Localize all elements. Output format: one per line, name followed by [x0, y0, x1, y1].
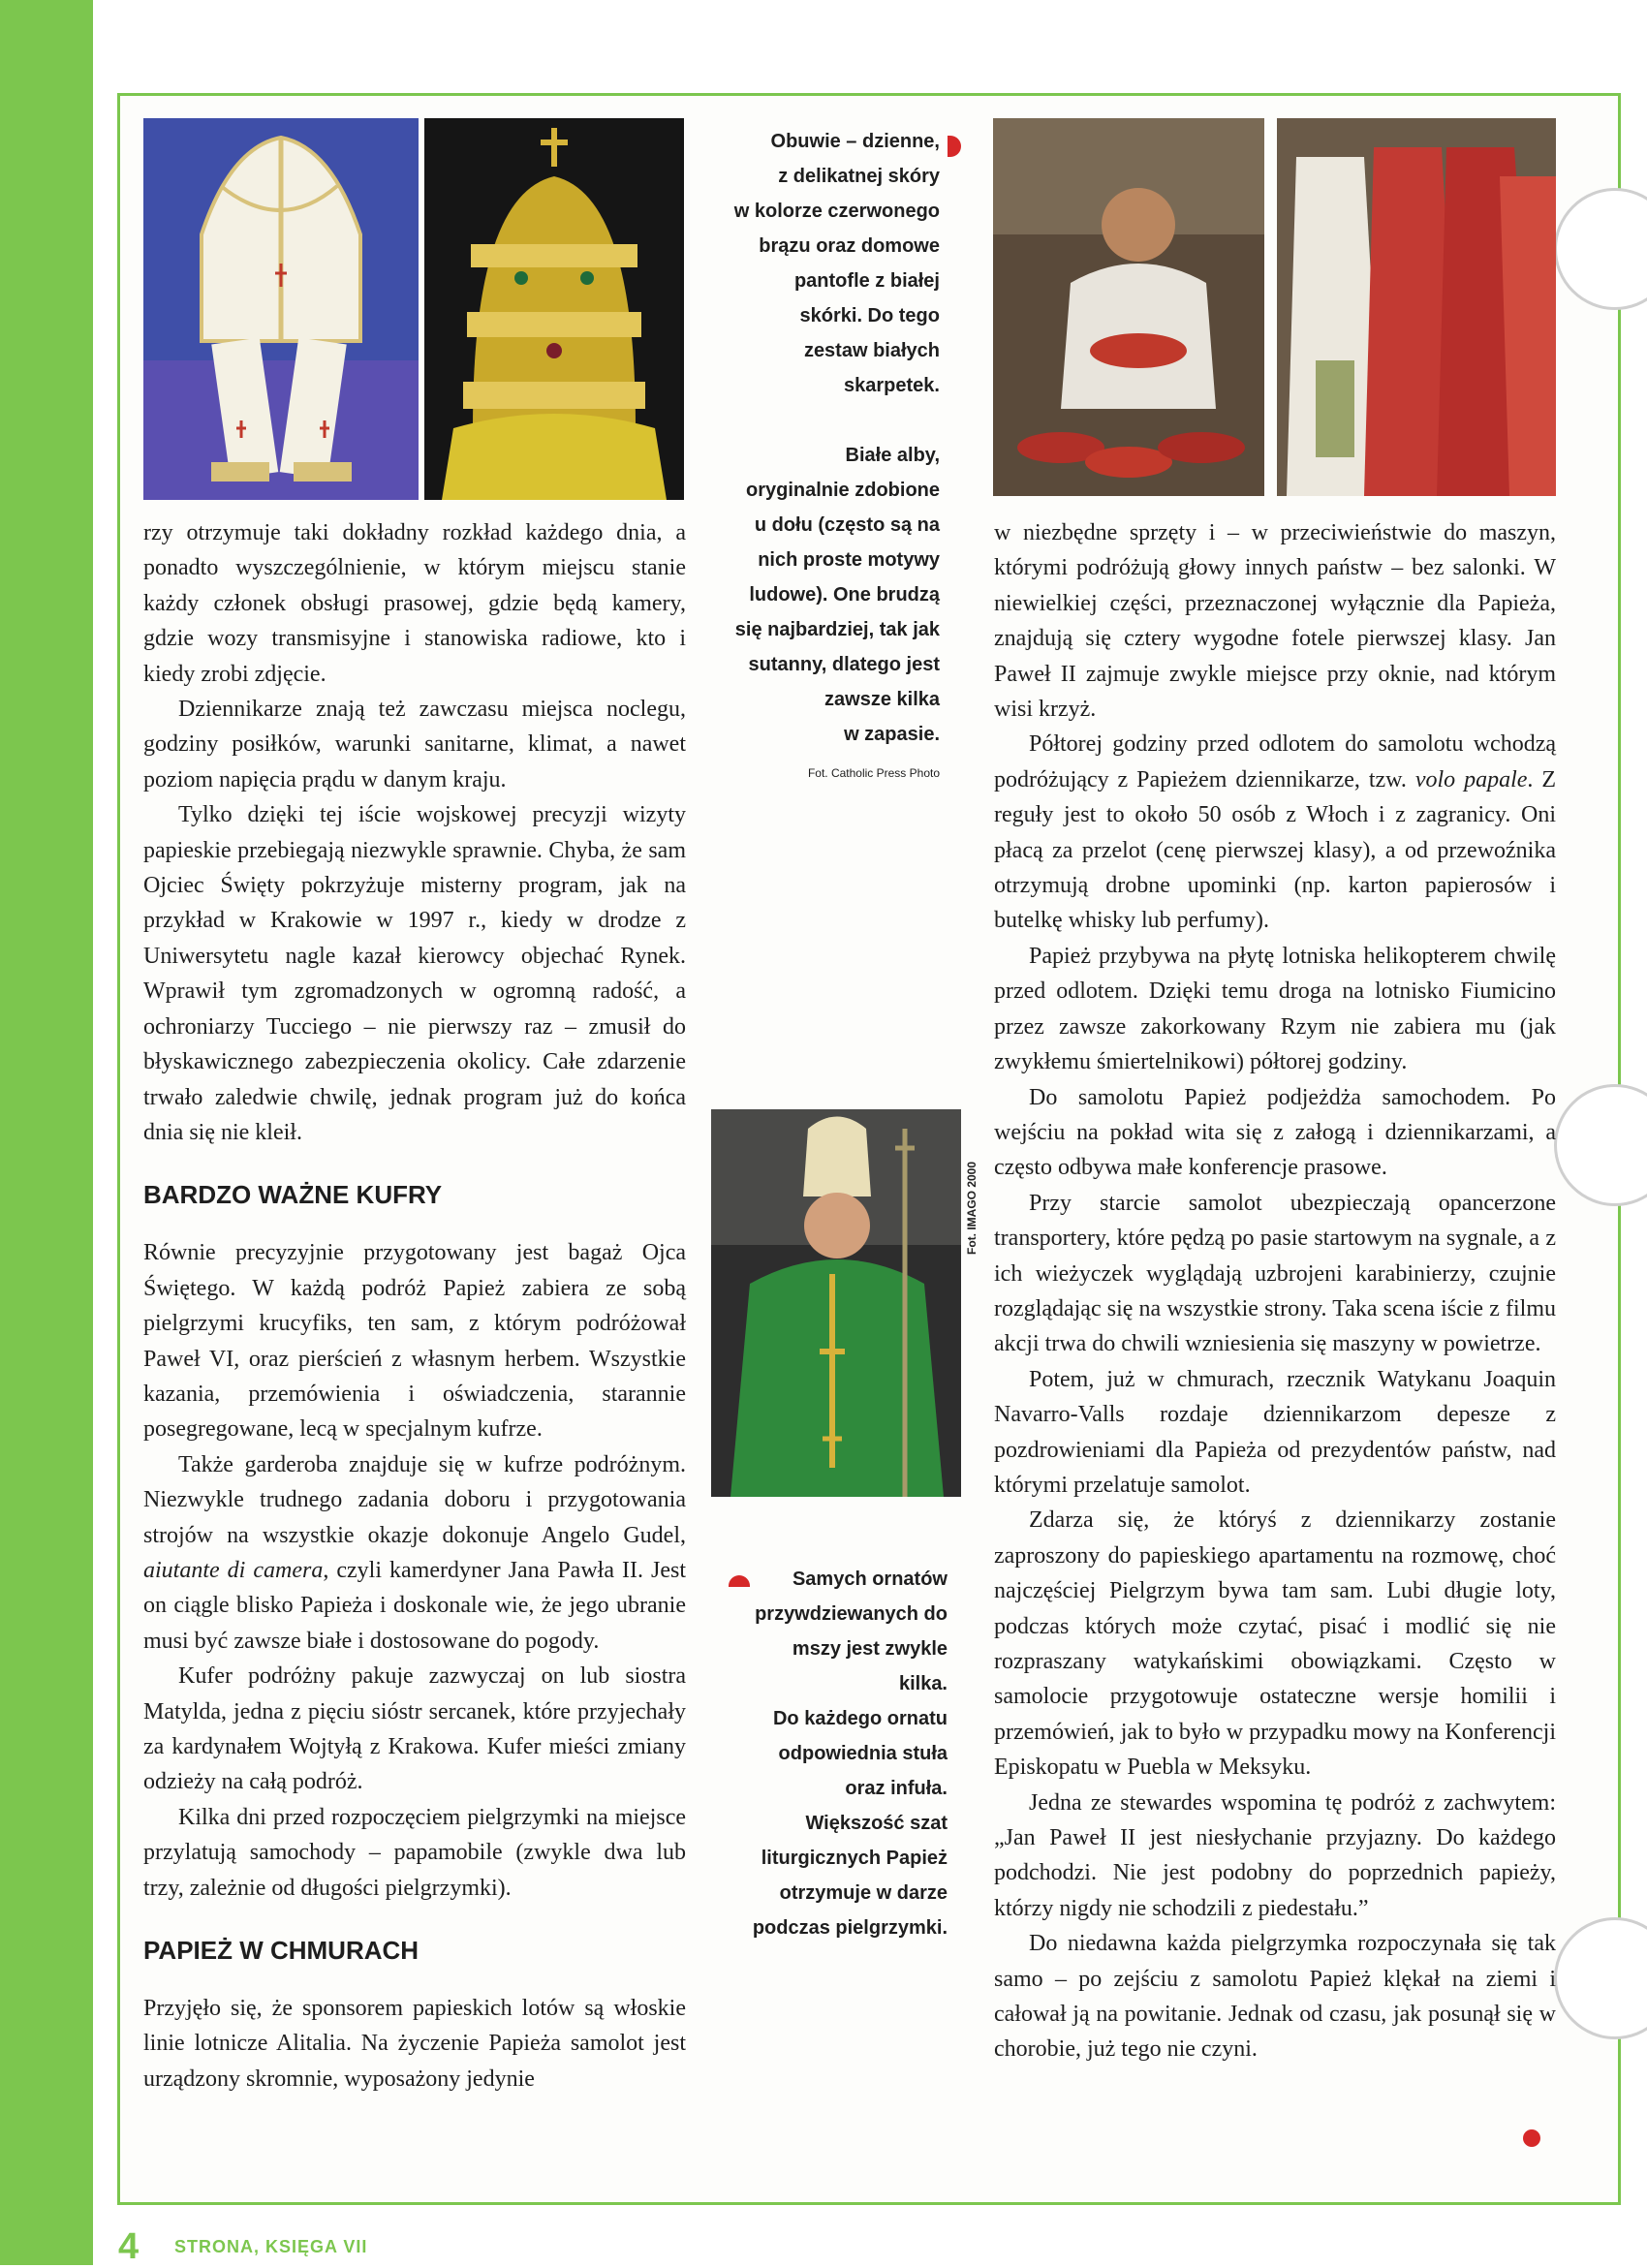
page-number: 4 — [118, 2226, 140, 2267]
paragraph: Także garderoba znajduje się w kufrze podróżnym. Niezwykle trudnego zadania doboru i przygotowania strojów na wszystkie okazje dokonuje Angelo Gudel, aiutante di camera, czyli kamerdyner Jana Pawła II. Jest on ciągle blisko Papieża i doskonale wie, że jego ubranie musi być zawsze białe i dostosowane do pogody. — [143, 1451, 686, 1654]
albs-photo — [1277, 118, 1556, 496]
paragraph: Dziennikarze znają też zawczasu miejsca noclegu, godziny posiłków, warunki sanitarne, klimat, a nawet poziom napięcia prądu w danym kraju. — [143, 697, 686, 792]
paragraph: Półtorej godziny przed odlotem do samolotu wchodzą podróżujący z Papieżem dziennikarze, tzw. volo papale. Z reguły jest to około 50 osób z Włoch i z zagranicy. Oni płacą za przelot (cenę pierwszej klasy), a od przewoźnika otrzymują drobne upominki (np. karton papierosów i butelkę whisky lub perfumy). — [994, 731, 1557, 934]
binder-hole-middle — [1554, 1084, 1647, 1206]
section-heading: BARDZO WAŻNE KUFRY — [143, 1180, 443, 1210]
paragraph: Potem, już w chmurach, rzecznik Watykanu Joaquin Navarro-Valls rozdaje dziennikarzom depesze z pozdrowieniami dla Papieża od prezydentów państw, nad którymi przelatuje samolot. — [994, 1366, 1556, 1498]
paragraph: Przy starcie samolot ubezpieczają opancerzone transportery, które pędzą po pasie startowym na sygnale, a z ich wieżyczek wyglądają uzbrojeni karabinierzy, czujnie rozglądając się na wszystkie strony. Taka scena iście z filmu akcji trwa do chwili wzniesienia się maszyny w powietrze. — [994, 1190, 1556, 1357]
caption-bottom: Samych ornatów przywdziewanych do mszy jest zwykle kilka. Do każdego ornatu odpowiednia stuła oraz infuła. Większość szat liturgicznych Papież otrzymuje w darze podczas pielgrzymki. — [752, 1569, 948, 1939]
tiara-photo — [424, 118, 684, 500]
paragraph: Kufer podróżny pakuje zazwyczaj on lub siostra Matylda, jedna z pięciu sióstr sercanek, które przyjechały za kardynałem Wojtyłą z Krakowa. Kufer mieści zmiany odzieży na całą podróż. — [143, 1663, 686, 1795]
paragraph: Równie precyzyjnie przygotowany jest bagaż Ojca Świętego. W każdą podróż Papież zabiera ze sobą pielgrzymi krucyfiks, ten sam, z którym podróżował Paweł VI, oraz pierścień z własnym herbem. Wszystkie kazania, przemówienia i oświadczenia, starannie posegregowane, lecą w specjalnym kufrze. — [143, 1240, 686, 1443]
binder-hole-top — [1554, 188, 1647, 310]
paragraph: Do samolotu Papież podjeżdża samochodem. Po wejściu na pokład wita się z załogą i dziennikarzami, a często odbywa małe konferencje prasowe. — [994, 1084, 1556, 1181]
paragraph: rzy otrzymuje taki dokładny rozkład każdego dnia, a ponadto wyszczególnienie, w którym miejscu stanie każdy członek obsługi prasowej, gdzie będą kamery, gdzie wozy transmisyjne i stanowiska radiowe, kto i kiedy zrobi zdjęcie. — [143, 520, 686, 687]
binder-hole-bottom — [1554, 1917, 1647, 2039]
right-text-column — [994, 515, 1556, 2067]
left-green-margin — [0, 0, 93, 2265]
mitre-photo — [143, 118, 419, 500]
left-text-column — [143, 515, 686, 2097]
footer-label: STRONA, KSIĘGA VII — [174, 2237, 368, 2256]
paragraph: Do niedawna każda pielgrzymka rozpoczynała się tak samo – po zejściu z samolotu Papież klękał na ziemi i całował ją na powitanie. Jednak od czasu, jak posunął się w chorobie, już tego nie czyni. — [994, 1931, 1556, 2063]
paragraph: Jedna ze stewardes wspomina tę podróż z zachwytem: „Jan Paweł II jest niesłychanie przyjazny. Do każdego podchodzi. Nie jest podobny do poprzednich papieży, którzy nigdy nie schodzili z piedestału.” — [994, 1789, 1556, 1921]
photo-credit: Fot. Catholic Press Photo — [807, 766, 940, 780]
section-heading: PAPIEŻ W CHMURACH — [143, 1936, 420, 1966]
paragraph: Papież przybywa na płytę lotniska helikopterem chwilę przed odlotem. Dzięki temu droga na lotnisko Fiumicino przez zawsze zakorkowany Rzym nie zabiera mu (jak zwykłemu śmiertelnikowi) półtorej godziny. — [994, 943, 1556, 1075]
pope-photo — [711, 1109, 961, 1497]
caption-top: Obuwie – dzienne, z delikatnej skóry w kolorze czerwonego brązu oraz domowe pantofle z białej skórki. Do tego zestaw białych skarpetek. Białe alby, oryginalnie zdobione u dołu (często są na nich proste motywy ludowe). One brudzą się najbardziej, tak jak sutanny, dlatego jest zawsze kilka w zapasie. Fot. Catholic Press Photo — [711, 124, 940, 783]
paragraph: Tylko dzięki tej iście wojskowej precyzji wizyty papieskie przebiegają niezwykle sprawnie. Chyba, że sam Ojciec Święty pokrzyżuje misterny program, jak na przykład w Krakowie w 1997 r., kiedy w drodze z Uniwersytetu nagle kazał kierowcy objechać Rynek. Wprawił tym zgromadzonych w ogromną radość, a ochroniarzy Tucciego – nie pierwszy raz – zmusił do błyskawicznego zabezpieczenia okolicy. Całe zdarzenie trwało zaledwie chwilę, jednak program już do końca dnia się nie kleił. — [143, 802, 686, 1145]
paragraph: Kilka dni przed rozpoczęciem pielgrzymki na miejsce przylatują samochody – papamobile (zwykle dwa lub trzy, zależnie od długości pielgrzymki). — [143, 1804, 686, 1901]
photo-credit-vertical: Fot. IMAGO 2000 — [965, 1161, 979, 1255]
paragraph: w niezbędne sprzęty i – w przeciwieństwie do maszyn, którymi podróżują głowy innych państw – bez salonki. W niewielkiej części, przeznaczonej wyłącznie dla Papieża, znajdują się cztery wygodne fotele pierwszej klasy. Jan Paweł II zajmuje zwykle miejsce przy oknie, nad którym wisi krzyż. — [994, 520, 1556, 723]
paragraph: Przyjęło się, że sponsorem papieskich lotów są włoskie linie lotnicze Alitalia. Na życzenie Papieża samolot jest urządzony skromnie, wyposażony jedynie — [143, 1996, 686, 2092]
shoemaker-photo — [993, 118, 1264, 496]
paragraph: Zdarza się, że któryś z dziennikarzy zostanie zaproszony do papieskiego apartamentu na rozmowę, choć najczęściej Pielgrzym bywa tam sam. Lubi długie loty, podczas których może czytać, pisać i modlić się nie rozpraszany watykańskimi obowiązkami. Często w samolocie przygotowuje ostateczne wersje homilii i przemówień, jak to było w przypadku mowy na Konferencji Episkopatu w Puebla w Meksyku. — [994, 1507, 1556, 1781]
end-of-article-bullet — [1523, 2129, 1540, 2147]
